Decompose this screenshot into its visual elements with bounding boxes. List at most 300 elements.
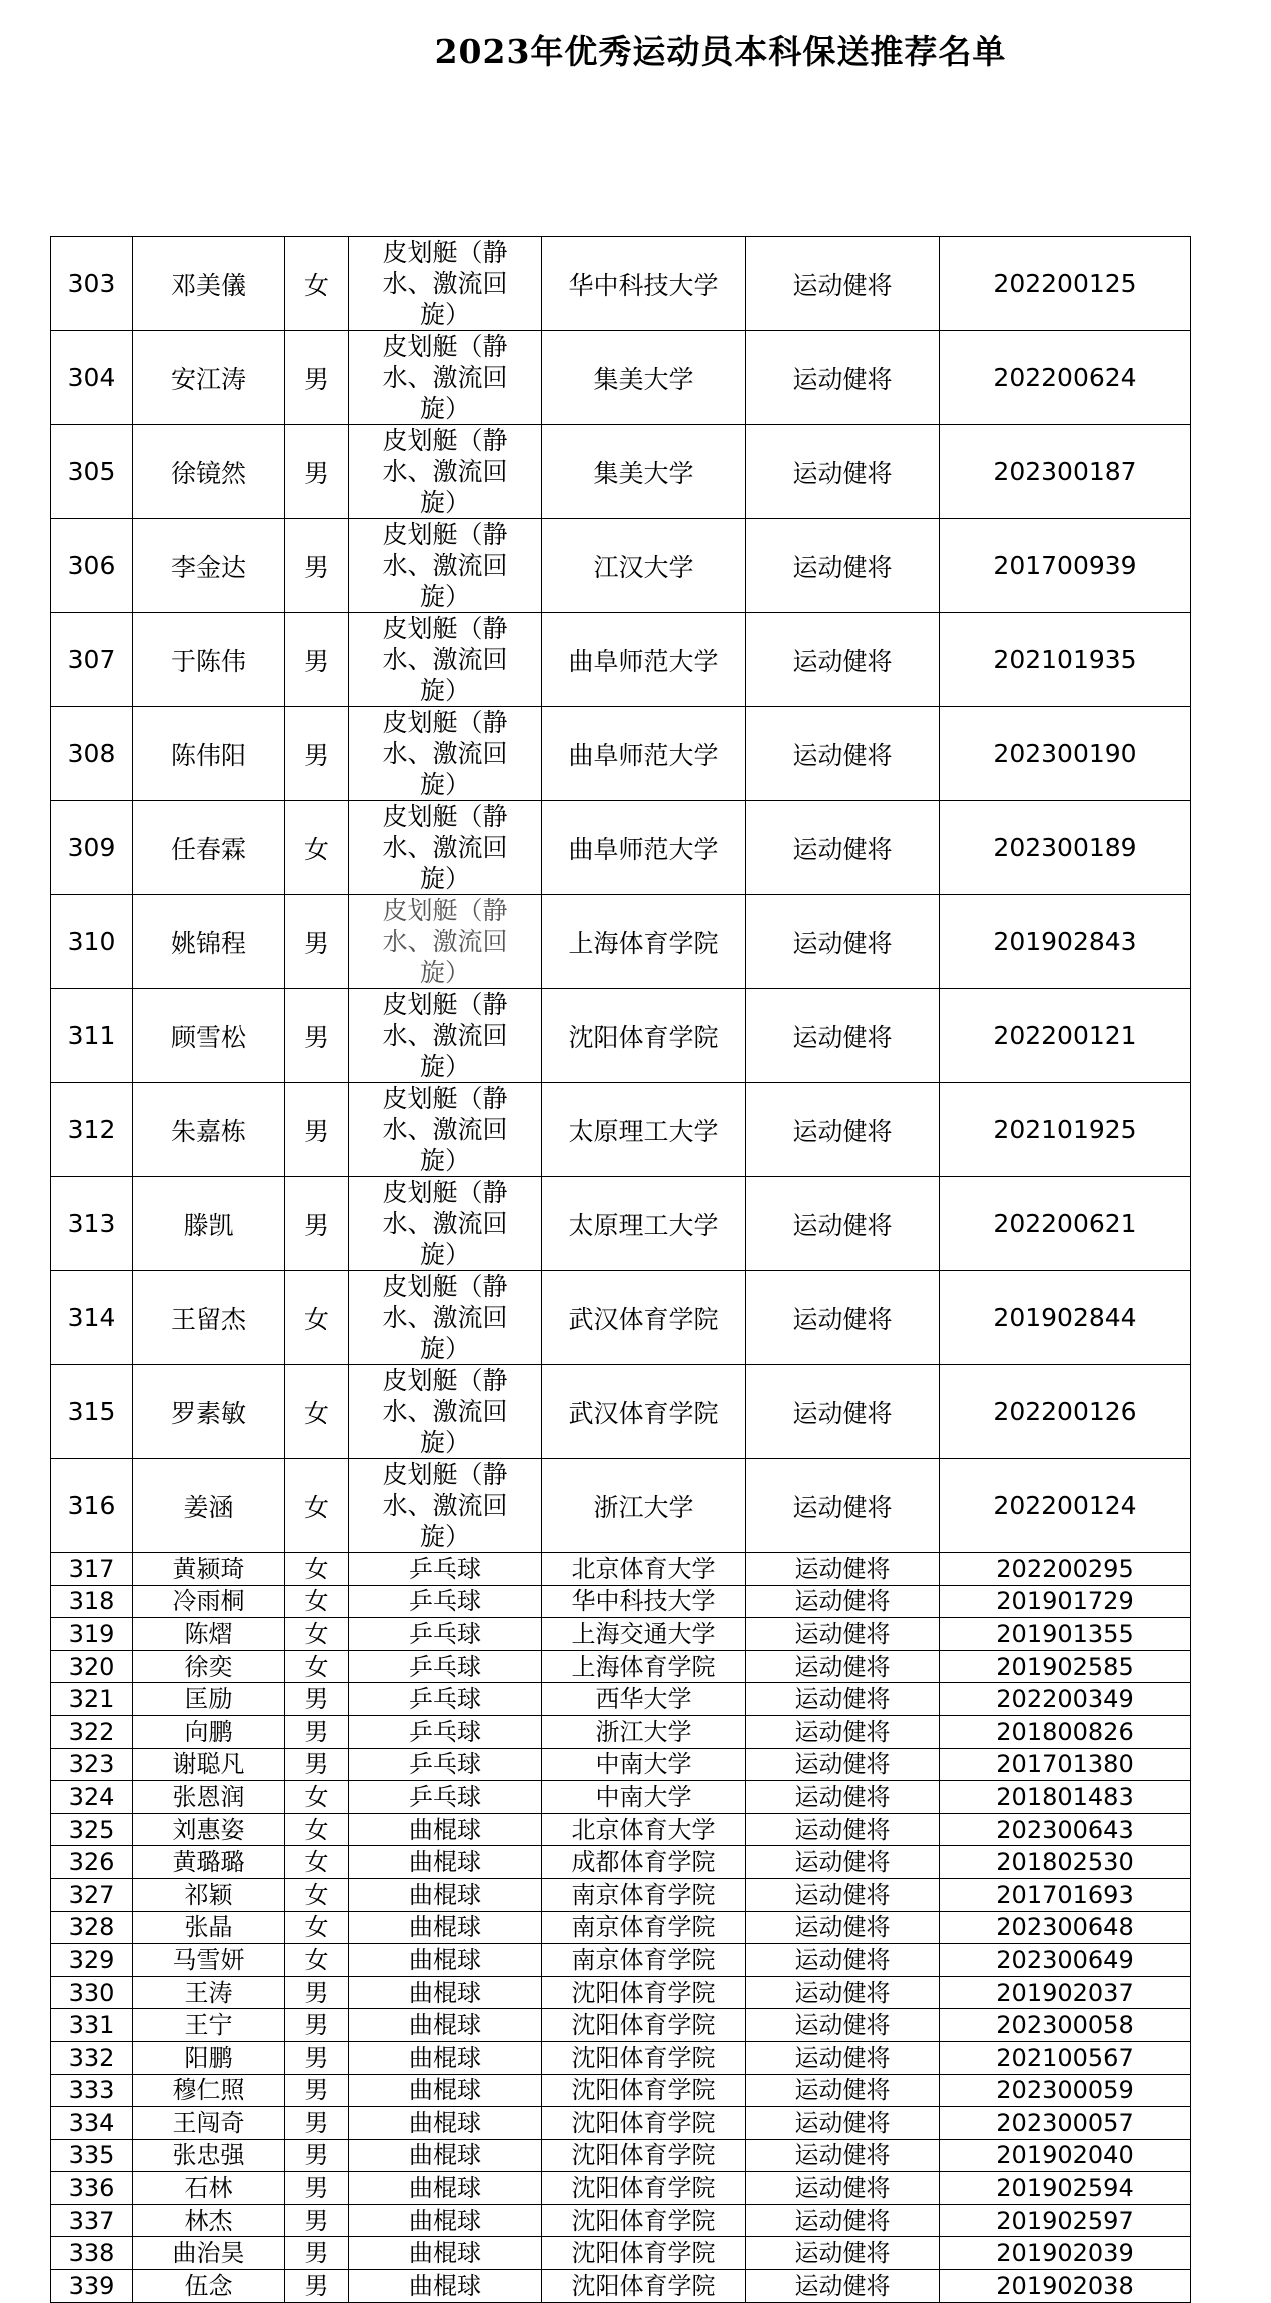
certificate-number-cell: 202300648: [940, 1911, 1191, 1944]
level-cell: 运动健将: [746, 1944, 940, 1977]
sport-cell: 曲棍球: [349, 2237, 542, 2270]
sport-text: 皮划艇（静水、激流回旋）: [382, 238, 508, 329]
gender-cell: 男: [285, 2041, 349, 2074]
gender-cell: 男: [285, 1748, 349, 1781]
sport-cell: 曲棍球: [349, 1878, 542, 1911]
certificate-number-cell: 201802530: [940, 1846, 1191, 1879]
certificate-number-cell: 202101925: [940, 1083, 1191, 1177]
athlete-name-cell: 姚锦程: [133, 895, 285, 989]
gender-cell: 女: [285, 1553, 349, 1586]
athlete-name-cell: 姜涵: [133, 1459, 285, 1553]
gender-cell: 男: [285, 707, 349, 801]
sport-cell: 曲棍球: [349, 2270, 542, 2303]
certificate-number-cell: 201901355: [940, 1618, 1191, 1651]
gender-cell: 女: [285, 237, 349, 331]
table-row: [51, 1715, 1191, 1748]
row-number-cell: 315: [51, 1365, 133, 1459]
row-number-cell: 319: [51, 1618, 133, 1651]
level-cell: 运动健将: [746, 1911, 940, 1944]
table-row: [51, 425, 1191, 519]
gender-cell: 男: [285, 613, 349, 707]
gender-cell: 女: [285, 1813, 349, 1846]
sport-cell: 曲棍球: [349, 2139, 542, 2172]
table-row: [51, 1878, 1191, 1911]
row-number-cell: 306: [51, 519, 133, 613]
certificate-number-cell: 201701693: [940, 1878, 1191, 1911]
row-number-cell: 316: [51, 1459, 133, 1553]
athlete-name-cell: 王闯奇: [133, 2107, 285, 2140]
row-number-cell: 309: [51, 801, 133, 895]
certificate-number-cell: 202200121: [940, 989, 1191, 1083]
athlete-name-cell: 徐镜然: [133, 425, 285, 519]
row-number-cell: 329: [51, 1944, 133, 1977]
row-number-cell: 337: [51, 2204, 133, 2237]
gender-cell: 男: [285, 2107, 349, 2140]
school-cell: 曲阜师范大学: [542, 707, 746, 801]
athlete-name-cell: 谢聪凡: [133, 1748, 285, 1781]
table-row: [51, 2172, 1191, 2205]
certificate-number-cell: 202300649: [940, 1944, 1191, 1977]
school-cell: 浙江大学: [542, 1715, 746, 1748]
certificate-number-cell: 202300189: [940, 801, 1191, 895]
athlete-name-cell: 徐奕: [133, 1650, 285, 1683]
gender-cell: 男: [285, 2139, 349, 2172]
gender-cell: 男: [285, 1177, 349, 1271]
school-cell: 太原理工大学: [542, 1177, 746, 1271]
certificate-number-cell: 201902039: [940, 2237, 1191, 2270]
school-cell: 南京体育学院: [542, 1911, 746, 1944]
row-number-cell: 317: [51, 1553, 133, 1586]
certificate-number-cell: 201902585: [940, 1650, 1191, 1683]
row-number-cell: 318: [51, 1585, 133, 1618]
table-row: [51, 1911, 1191, 1944]
sport-cell: 曲棍球: [349, 1911, 542, 1944]
sport-cell: 曲棍球: [349, 2041, 542, 2074]
row-number-cell: 321: [51, 1683, 133, 1716]
athlete-name-cell: 石林: [133, 2172, 285, 2205]
school-cell: 南京体育学院: [542, 1944, 746, 1977]
row-number-cell: 324: [51, 1781, 133, 1814]
level-cell: 运动健将: [746, 237, 940, 331]
school-cell: 华中科技大学: [542, 237, 746, 331]
level-cell: 运动健将: [746, 1878, 940, 1911]
school-cell: 中南大学: [542, 1781, 746, 1814]
row-number-cell: 320: [51, 1650, 133, 1683]
sport-text: 皮划艇（静水、激流回旋）: [382, 426, 508, 517]
school-cell: 华中科技大学: [542, 1585, 746, 1618]
school-cell: 武汉体育学院: [542, 1271, 746, 1365]
table-row: [51, 1553, 1191, 1586]
sport-cell: 曲棍球: [349, 1944, 542, 1977]
athlete-name-cell: 邓美儀: [133, 237, 285, 331]
row-number-cell: 327: [51, 1878, 133, 1911]
athlete-name-cell: 陈伟阳: [133, 707, 285, 801]
sport-cell: 曲棍球: [349, 2204, 542, 2237]
gender-cell: 男: [285, 2172, 349, 2205]
athlete-name-cell: 祁颖: [133, 1878, 285, 1911]
sport-cell: [349, 331, 542, 425]
table-row: [51, 1944, 1191, 1977]
school-cell: 曲阜师范大学: [542, 613, 746, 707]
row-number-cell: 310: [51, 895, 133, 989]
school-cell: 成都体育学院: [542, 1846, 746, 1879]
school-cell: 北京体育大学: [542, 1553, 746, 1586]
school-cell: 沈阳体育学院: [542, 2237, 746, 2270]
sport-cell: 乒乓球: [349, 1650, 542, 1683]
gender-cell: 男: [285, 331, 349, 425]
level-cell: 运动健将: [746, 1083, 940, 1177]
table-row: [51, 1459, 1191, 1553]
certificate-number-cell: 202200295: [940, 1553, 1191, 1586]
sport-cell: [349, 895, 542, 989]
athlete-name-cell: 刘惠姿: [133, 1813, 285, 1846]
certificate-number-cell: 202200124: [940, 1459, 1191, 1553]
level-cell: 运动健将: [746, 707, 940, 801]
table-row: [51, 1177, 1191, 1271]
certificate-number-cell: 201901729: [940, 1585, 1191, 1618]
table-row: [51, 1365, 1191, 1459]
level-cell: 运动健将: [746, 1459, 940, 1553]
sport-cell: 曲棍球: [349, 1846, 542, 1879]
sport-cell: 曲棍球: [349, 1976, 542, 2009]
certificate-number-cell: 201902597: [940, 2204, 1191, 2237]
gender-cell: 女: [285, 1365, 349, 1459]
sport-cell: 乒乓球: [349, 1618, 542, 1651]
level-cell: 运动健将: [746, 425, 940, 519]
school-cell: 北京体育大学: [542, 1813, 746, 1846]
certificate-number-cell: 201902594: [940, 2172, 1191, 2205]
certificate-number-cell: 202300643: [940, 1813, 1191, 1846]
certificate-number-cell: 202200126: [940, 1365, 1191, 1459]
athlete-name-cell: 匡励: [133, 1683, 285, 1716]
gender-cell: 女: [285, 1911, 349, 1944]
athlete-name-cell: 穆仁照: [133, 2074, 285, 2107]
certificate-number-cell: 201902844: [940, 1271, 1191, 1365]
level-cell: 运动健将: [746, 1846, 940, 1879]
level-cell: 运动健将: [746, 2204, 940, 2237]
sport-text: 皮划艇（静水、激流回旋）: [382, 1084, 508, 1175]
row-number-cell: 330: [51, 1976, 133, 2009]
row-number-cell: 304: [51, 331, 133, 425]
athlete-name-cell: 王留杰: [133, 1271, 285, 1365]
school-cell: 浙江大学: [542, 1459, 746, 1553]
athlete-name-cell: 顾雪松: [133, 989, 285, 1083]
gender-cell: 女: [285, 801, 349, 895]
row-number-cell: 303: [51, 237, 133, 331]
school-cell: 沈阳体育学院: [542, 2041, 746, 2074]
gender-cell: 女: [285, 1944, 349, 1977]
sport-cell: 乒乓球: [349, 1781, 542, 1814]
athlete-name-cell: 于陈伟: [133, 613, 285, 707]
sport-cell: 乒乓球: [349, 1683, 542, 1716]
school-cell: 西华大学: [542, 1683, 746, 1716]
certificate-number-cell: 202300058: [940, 2009, 1191, 2042]
row-number-cell: 338: [51, 2237, 133, 2270]
sport-cell: [349, 237, 542, 331]
roster-body: [51, 237, 1191, 2303]
athlete-name-cell: 任春霖: [133, 801, 285, 895]
level-cell: 运动健将: [746, 1781, 940, 1814]
level-cell: 运动健将: [746, 1650, 940, 1683]
level-cell: 运动健将: [746, 1585, 940, 1618]
school-cell: 中南大学: [542, 1748, 746, 1781]
row-number-cell: 339: [51, 2270, 133, 2303]
gender-cell: 女: [285, 1650, 349, 1683]
table-row: [51, 1846, 1191, 1879]
certificate-number-cell: 201800826: [940, 1715, 1191, 1748]
gender-cell: 男: [285, 1083, 349, 1177]
certificate-number-cell: 202101935: [940, 613, 1191, 707]
gender-cell: 女: [285, 1878, 349, 1911]
sport-text: 皮划艇（静水、激流回旋）: [382, 896, 508, 987]
athlete-name-cell: 张晶: [133, 1911, 285, 1944]
sport-cell: [349, 1459, 542, 1553]
gender-cell: 男: [285, 1715, 349, 1748]
athlete-name-cell: 张恩润: [133, 1781, 285, 1814]
gender-cell: 男: [285, 1976, 349, 2009]
athlete-name-cell: 冷雨桐: [133, 1585, 285, 1618]
level-cell: 运动健将: [746, 1365, 940, 1459]
sport-cell: [349, 707, 542, 801]
sport-text: 皮划艇（静水、激流回旋）: [382, 614, 508, 705]
school-cell: 集美大学: [542, 331, 746, 425]
level-cell: 运动健将: [746, 895, 940, 989]
certificate-number-cell: 202300059: [940, 2074, 1191, 2107]
athlete-name-cell: 向鹏: [133, 1715, 285, 1748]
gender-cell: 男: [285, 2237, 349, 2270]
level-cell: 运动健将: [746, 1976, 940, 2009]
sport-cell: [349, 425, 542, 519]
gender-cell: 女: [285, 1271, 349, 1365]
table-row: [51, 1585, 1191, 1618]
table-row: [51, 801, 1191, 895]
certificate-number-cell: 202300190: [940, 707, 1191, 801]
school-cell: 武汉体育学院: [542, 1365, 746, 1459]
school-cell: 沈阳体育学院: [542, 2074, 746, 2107]
level-cell: 运动健将: [746, 1177, 940, 1271]
sport-cell: 曲棍球: [349, 2074, 542, 2107]
row-number-cell: 313: [51, 1177, 133, 1271]
athlete-name-cell: 黄璐璐: [133, 1846, 285, 1879]
table-row: [51, 1271, 1191, 1365]
level-cell: 运动健将: [746, 801, 940, 895]
sport-cell: 乒乓球: [349, 1715, 542, 1748]
athlete-name-cell: 林杰: [133, 2204, 285, 2237]
table-row: [51, 2204, 1191, 2237]
level-cell: 运动健将: [746, 2270, 940, 2303]
row-number-cell: 331: [51, 2009, 133, 2042]
sport-cell: [349, 1271, 542, 1365]
gender-cell: 女: [285, 1585, 349, 1618]
certificate-number-cell: 201902037: [940, 1976, 1191, 2009]
athlete-name-cell: 李金达: [133, 519, 285, 613]
school-cell: 沈阳体育学院: [542, 2009, 746, 2042]
athlete-name-cell: 张忠强: [133, 2139, 285, 2172]
row-number-cell: 311: [51, 989, 133, 1083]
level-cell: 运动健将: [746, 2041, 940, 2074]
row-number-cell: 314: [51, 1271, 133, 1365]
page-title: 2023年优秀运动员本科保送推荐名单: [434, 32, 1007, 71]
row-number-cell: 307: [51, 613, 133, 707]
certificate-number-cell: 201902843: [940, 895, 1191, 989]
school-cell: 沈阳体育学院: [542, 2204, 746, 2237]
sport-cell: [349, 801, 542, 895]
gender-cell: 女: [285, 1846, 349, 1879]
sport-text: 皮划艇（静水、激流回旋）: [382, 990, 508, 1081]
certificate-number-cell: 202200349: [940, 1683, 1191, 1716]
row-number-cell: 308: [51, 707, 133, 801]
table-row: [51, 613, 1191, 707]
level-cell: 运动健将: [746, 1271, 940, 1365]
gender-cell: 男: [285, 2204, 349, 2237]
table-row: [51, 237, 1191, 331]
certificate-number-cell: 202100567: [940, 2041, 1191, 2074]
sport-text: 皮划艇（静水、激流回旋）: [382, 1178, 508, 1269]
table-row: [51, 1781, 1191, 1814]
sport-text: 皮划艇（静水、激流回旋）: [382, 1272, 508, 1363]
certificate-number-cell: 202200624: [940, 331, 1191, 425]
school-cell: 沈阳体育学院: [542, 2172, 746, 2205]
gender-cell: 男: [285, 989, 349, 1083]
sport-text: 皮划艇（静水、激流回旋）: [382, 802, 508, 893]
level-cell: 运动健将: [746, 1553, 940, 1586]
table-row: [51, 2139, 1191, 2172]
gender-cell: 女: [285, 1781, 349, 1814]
gender-cell: 男: [285, 895, 349, 989]
table-row: [51, 2107, 1191, 2140]
level-cell: 运动健将: [746, 2237, 940, 2270]
sport-cell: [349, 1177, 542, 1271]
school-cell: 太原理工大学: [542, 1083, 746, 1177]
certificate-number-cell: 201801483: [940, 1781, 1191, 1814]
sport-cell: 曲棍球: [349, 2107, 542, 2140]
table-row: [51, 331, 1191, 425]
school-cell: 沈阳体育学院: [542, 1976, 746, 2009]
level-cell: 运动健将: [746, 2009, 940, 2042]
level-cell: 运动健将: [746, 1715, 940, 1748]
athlete-name-cell: 滕凯: [133, 1177, 285, 1271]
level-cell: 运动健将: [746, 989, 940, 1083]
sport-cell: [349, 519, 542, 613]
table-row: [51, 2041, 1191, 2074]
table-row: [51, 2270, 1191, 2303]
row-number-cell: 325: [51, 1813, 133, 1846]
gender-cell: 男: [285, 2270, 349, 2303]
level-cell: 运动健将: [746, 1618, 940, 1651]
level-cell: 运动健将: [746, 2107, 940, 2140]
sport-cell: [349, 1365, 542, 1459]
certificate-number-cell: 202300187: [940, 425, 1191, 519]
athlete-name-cell: 曲治昊: [133, 2237, 285, 2270]
certificate-number-cell: 202300057: [940, 2107, 1191, 2140]
level-cell: 运动健将: [746, 1748, 940, 1781]
row-number-cell: 328: [51, 1911, 133, 1944]
row-number-cell: 322: [51, 1715, 133, 1748]
school-cell: 南京体育学院: [542, 1878, 746, 1911]
athlete-name-cell: 王涛: [133, 1976, 285, 2009]
gender-cell: 女: [285, 1618, 349, 1651]
sport-cell: 乒乓球: [349, 1585, 542, 1618]
level-cell: 运动健将: [746, 2139, 940, 2172]
sport-text: 皮划艇（静水、激流回旋）: [382, 1460, 508, 1551]
row-number-cell: 312: [51, 1083, 133, 1177]
gender-cell: 男: [285, 519, 349, 613]
certificate-number-cell: 201902040: [940, 2139, 1191, 2172]
sport-cell: 曲棍球: [349, 2009, 542, 2042]
sport-text: 皮划艇（静水、激流回旋）: [382, 1366, 508, 1457]
table-row: [51, 519, 1191, 613]
athlete-name-cell: 王宁: [133, 2009, 285, 2042]
row-number-cell: 333: [51, 2074, 133, 2107]
athlete-name-cell: 伍念: [133, 2270, 285, 2303]
sport-cell: [349, 613, 542, 707]
row-number-cell: 336: [51, 2172, 133, 2205]
gender-cell: 男: [285, 2074, 349, 2107]
table-row: [51, 1813, 1191, 1846]
sport-cell: 乒乓球: [349, 1748, 542, 1781]
level-cell: 运动健将: [746, 613, 940, 707]
athlete-name-cell: 陈熠: [133, 1618, 285, 1651]
school-cell: 集美大学: [542, 425, 746, 519]
roster-table: [50, 236, 1191, 2303]
sport-cell: 曲棍球: [349, 1813, 542, 1846]
row-number-cell: 334: [51, 2107, 133, 2140]
table-row: [51, 989, 1191, 1083]
row-number-cell: 305: [51, 425, 133, 519]
sport-cell: 乒乓球: [349, 1553, 542, 1586]
school-cell: 沈阳体育学院: [542, 2139, 746, 2172]
table-row: [51, 2237, 1191, 2270]
sport-cell: 曲棍球: [349, 2172, 542, 2205]
gender-cell: 男: [285, 425, 349, 519]
table-row: [51, 707, 1191, 801]
school-cell: 上海体育学院: [542, 1650, 746, 1683]
sport-text: 皮划艇（静水、激流回旋）: [382, 708, 508, 799]
level-cell: 运动健将: [746, 331, 940, 425]
table-row: [51, 1618, 1191, 1651]
row-number-cell: 332: [51, 2041, 133, 2074]
table-row: [51, 1976, 1191, 2009]
table-row: [51, 1748, 1191, 1781]
table-row: [51, 1683, 1191, 1716]
level-cell: 运动健将: [746, 2074, 940, 2107]
row-number-cell: 323: [51, 1748, 133, 1781]
level-cell: 运动健将: [746, 1813, 940, 1846]
row-number-cell: 335: [51, 2139, 133, 2172]
sport-cell: [349, 989, 542, 1083]
certificate-number-cell: 202200621: [940, 1177, 1191, 1271]
gender-cell: 男: [285, 1683, 349, 1716]
sport-text: 皮划艇（静水、激流回旋）: [382, 520, 508, 611]
table-row: [51, 2074, 1191, 2107]
certificate-number-cell: 201902038: [940, 2270, 1191, 2303]
table-row: [51, 1083, 1191, 1177]
certificate-number-cell: 201701380: [940, 1748, 1191, 1781]
certificate-number-cell: 202200125: [940, 237, 1191, 331]
athlete-name-cell: 阳鹏: [133, 2041, 285, 2074]
school-cell: 曲阜师范大学: [542, 801, 746, 895]
certificate-number-cell: 201700939: [940, 519, 1191, 613]
level-cell: 运动健将: [746, 1683, 940, 1716]
table-row: [51, 1650, 1191, 1683]
sport-cell: [349, 1083, 542, 1177]
school-cell: 上海交通大学: [542, 1618, 746, 1651]
gender-cell: 男: [285, 2009, 349, 2042]
level-cell: 运动健将: [746, 519, 940, 613]
table-row: [51, 895, 1191, 989]
athlete-name-cell: 朱嘉栋: [133, 1083, 285, 1177]
school-cell: 沈阳体育学院: [542, 2107, 746, 2140]
